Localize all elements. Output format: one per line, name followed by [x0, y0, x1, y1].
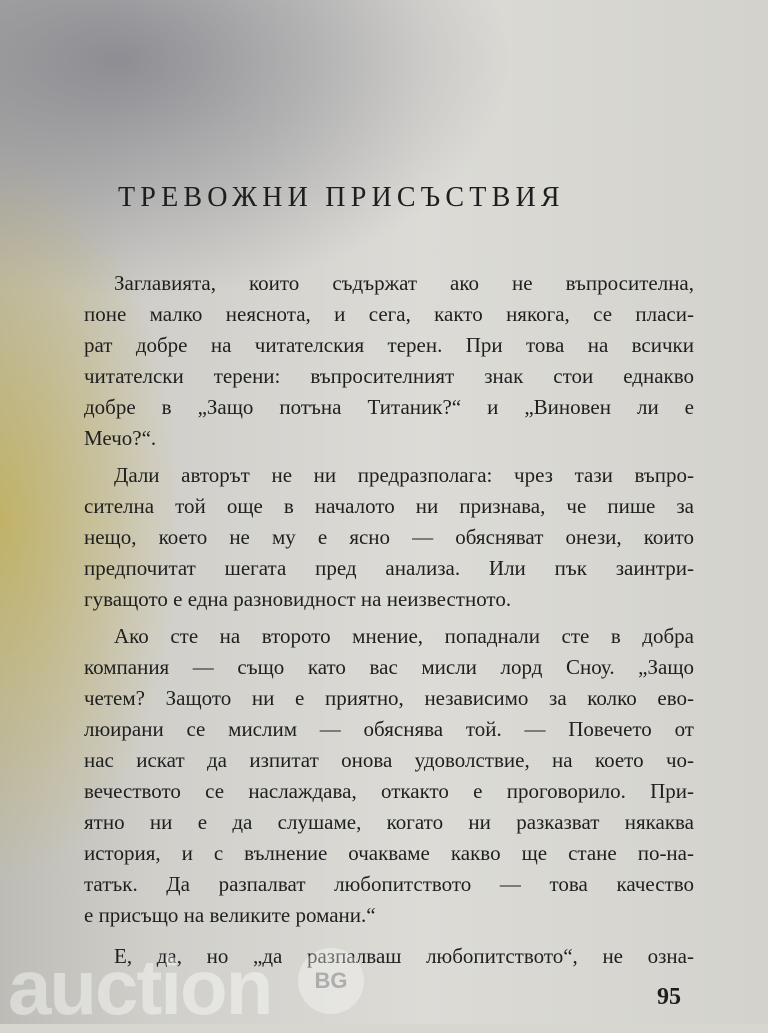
text-line: читателски терени: въпросителният знак стои еднакво [84, 364, 694, 388]
text-line: Ако сте на второто мнение, попаднали сте в добра [114, 624, 694, 648]
paragraph [84, 460, 694, 615]
text-line: е присъщо на великите романи.“ [84, 903, 376, 927]
text-line: нещо, което не му е ясно — обясняват онези, които [84, 525, 694, 549]
text-line: Заглавията, които съдържат ако не въпросителна, [114, 271, 694, 295]
body-text [84, 268, 694, 978]
text-line: гуващото е една разновидност на неизвестното. [84, 587, 512, 611]
text-line: поне малко неяснота, и сега, както някога, се пласи- [84, 302, 694, 326]
page-number: 95 [657, 984, 681, 1010]
text-line: Дали авторът не ни предразполага: чрез тази въпро- [114, 463, 694, 487]
text-line: компания — също като вас мисли лорд Сноу. „Защо [84, 655, 694, 679]
text-line: люирани се мислим — обяснява той. — Повечето от [84, 717, 694, 741]
text-line: нас искат да изпитат онова удоволствие, на което чо- [84, 748, 694, 772]
text-line: Е, да, но „да разпалваш любопитството“, не озна- [114, 944, 694, 968]
text-line: четем? Защото ни е приятно, независимо за колко ево- [84, 686, 694, 710]
paragraph [84, 268, 694, 454]
text-line: ятно ни е да слушаме, когато ни разказват някаква [84, 810, 694, 834]
text-line: история, и с вълнение очакваме какво ще стане по-на- [84, 841, 694, 865]
chapter-title: ТРЕВОЖНИ ПРИСЪСТВИЯ [118, 182, 565, 213]
watermark-logo: auction [8, 943, 272, 1031]
text-line: Мечо?“. [84, 426, 157, 450]
text-line: сителна той още в началото ни признава, че пише за [84, 494, 694, 518]
text-line: добре в „Защо потъна Титаник?“ и „Виновен ли е [84, 395, 694, 419]
text-line: предпочитат шегата пред анализа. Или пък заинтри- [84, 556, 694, 580]
text-line: рат добре на читателския терен. При това на всички [84, 333, 694, 357]
text-line: вечеството се наслаждава, откакто е проговорило. При- [84, 779, 694, 803]
text-line: татък. Да разпалват любопитството — това качество [84, 872, 694, 896]
paragraph [84, 621, 694, 931]
watermark-badge: BG [298, 948, 364, 1014]
